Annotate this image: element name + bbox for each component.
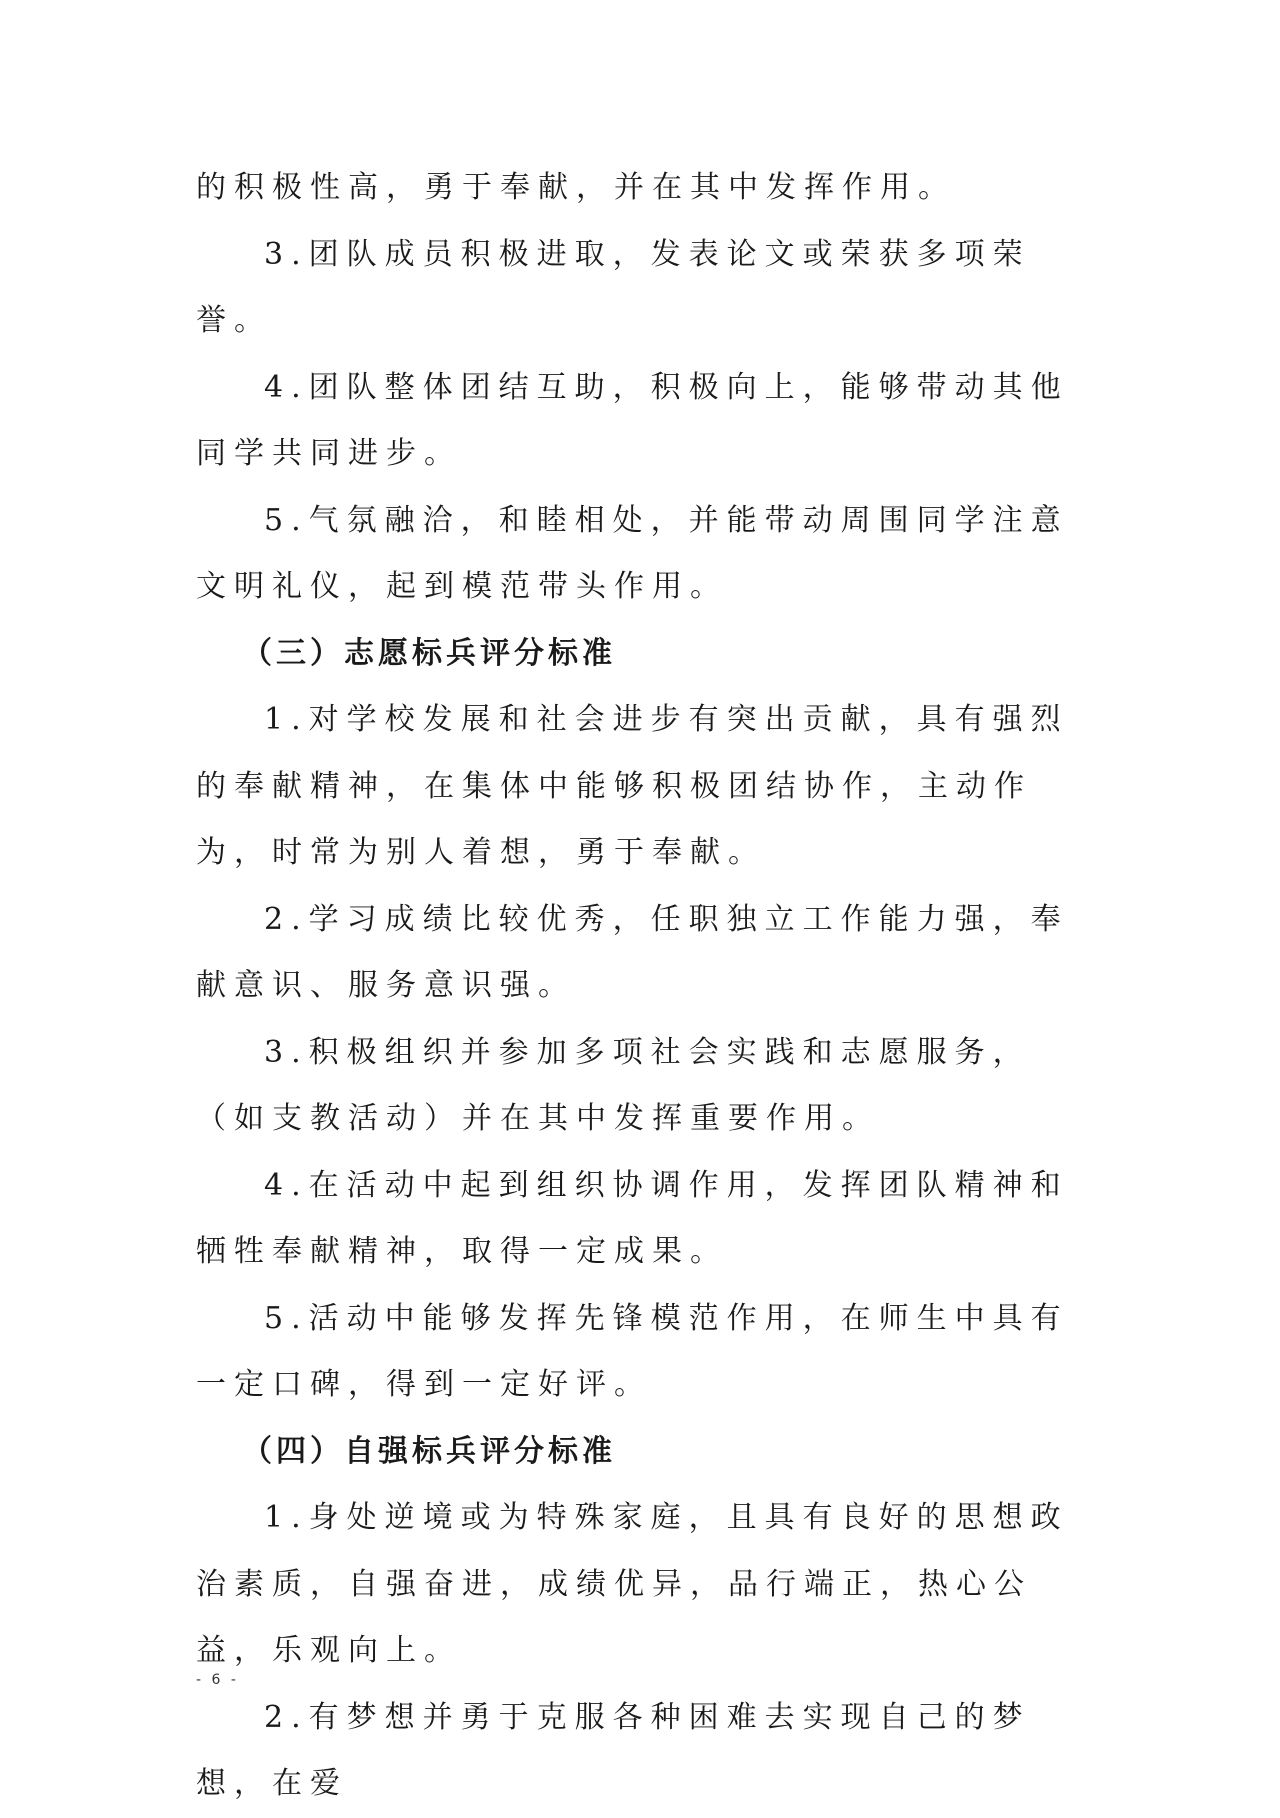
page-number: - 6 - <box>196 1672 239 1688</box>
paragraph: 1.对学校发展和社会进步有突出贡献，具有强烈的奉献精神，在集体中能够积极团结协作，主动作为，时常为别人着想，勇于奉献。 <box>196 702 1069 870</box>
paragraph: 5.活动中能够发挥先锋模范作用，在师生中具有一定口碑，得到一定好评。 <box>196 1300 1069 1402</box>
paragraph: 4.在活动中起到组织协调作用，发挥团队精神和牺牲奉献精神，取得一定成果。 <box>196 1167 1069 1269</box>
paragraph: 1.身处逆境或为特殊家庭，且具有良好的思想政治素质，自强奋进，成绩优异，品行端正，热心公益，乐观向上。 <box>196 1500 1069 1668</box>
paragraph: 4.团队整体团结互助，积极向上，能够带动其他同学共同进步。 <box>196 369 1069 471</box>
paragraph: 3.积极组织并参加多项社会实践和志愿服务，（如支教活动）并在其中发挥重要作用。 <box>196 1034 1031 1136</box>
paragraph: 3.团队成员积极进取，发表论文或荣获多项荣誉。 <box>196 236 1031 338</box>
paragraph: 2.有梦想并勇于克服各种困难去实现自己的梦想，在爱 <box>196 1699 1031 1801</box>
document-body <box>196 155 1090 1818</box>
paragraph: 的积极性高，勇于奉献，并在其中发挥作用。 <box>196 170 956 205</box>
paragraph: 5.气氛融洽，和睦相处，并能带动周围同学注意文明礼仪，起到模范带头作用。 <box>196 502 1069 604</box>
section-heading: （四）自强标兵评分标准 <box>242 1433 616 1469</box>
section-heading: （三）志愿标兵评分标准 <box>242 635 616 671</box>
paragraph: 2.学习成绩比较优秀，任职独立工作能力强，奉献意识、服务意识强。 <box>196 901 1069 1003</box>
